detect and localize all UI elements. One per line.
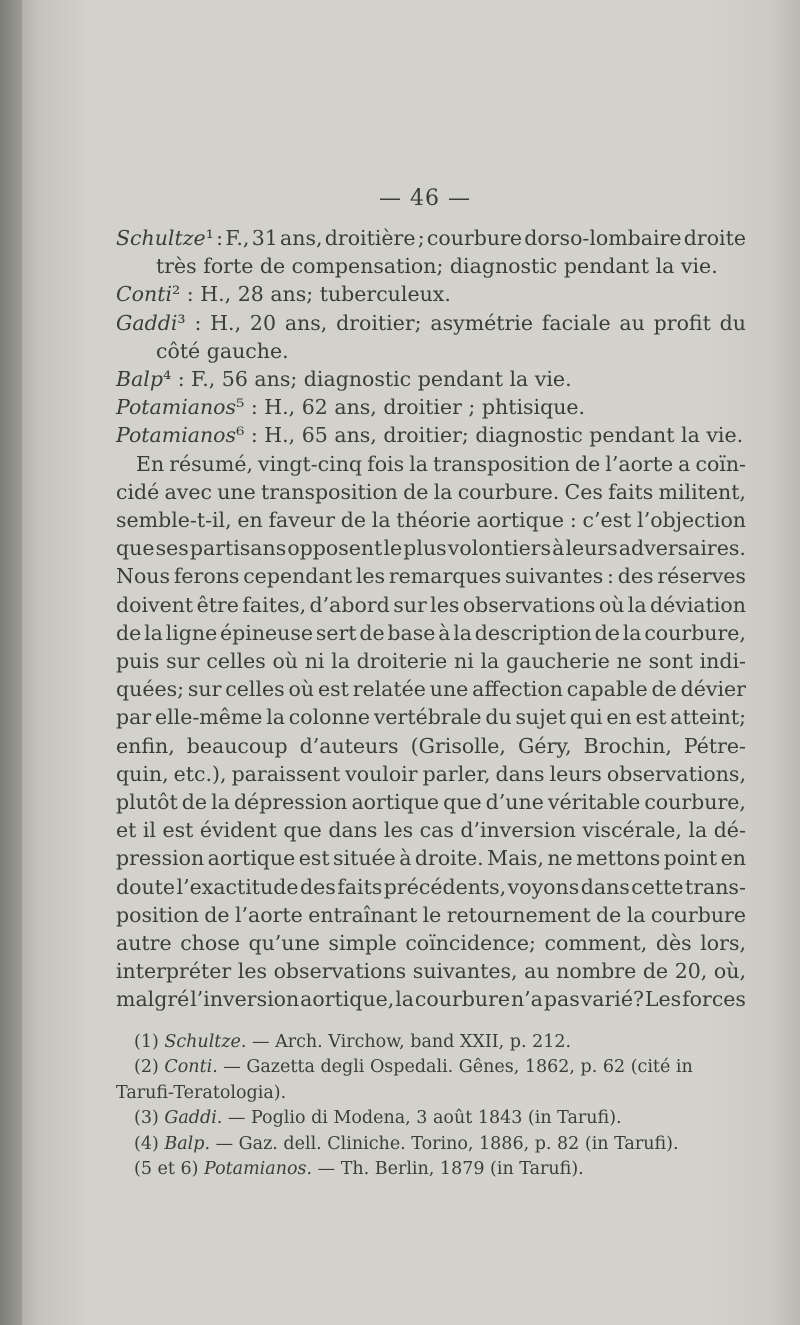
text-line: En résumé, vingt-cinq fois la transposition de l’aorte a coïn- (136, 451, 746, 476)
text-line: quées; sur celles où est relatée une affection capable de dévier (116, 677, 746, 702)
text-line: Balp⁴ : F., 56 ans; diagnostic pendant la vie. (116, 367, 572, 392)
text-line: position de l’aorte entraînant le retournement de la courbure (116, 902, 746, 927)
footnote-text: — Arch. Virchow, band XXII, p. 212. (246, 1032, 572, 1052)
footnote-author: Balp. (164, 1133, 211, 1154)
footnote-number: (3) (134, 1108, 159, 1129)
text-line: puis sur celles où ni la droiterie ni la gaucherie ne sont indi- (116, 649, 746, 674)
footnote-text: Tarufi-Teratologia). (116, 1082, 287, 1103)
text-line: plutôt de la dépression aortique que d’une véritable courbure, (116, 790, 746, 815)
footnote-line (116, 1055, 746, 1080)
text-line: côté gauche. (156, 338, 289, 363)
footnote-author: Schultze. (164, 1032, 247, 1052)
text-line: pression aortique est située à droite. Mais, ne mettons point en (116, 846, 746, 871)
text-line: doute l’exactitude des faits précédents, voyons dans cette trans- (116, 874, 746, 899)
footnote-number: (2) (134, 1057, 159, 1078)
text-line: très forte de compensation; diagnostic pendant la vie. (156, 254, 718, 279)
text-line: semble-t-il, en faveur de la théorie aortique : c’est l’objection (116, 508, 746, 533)
footnote-text: — Th. Berlin, 1879 (in Tarufi). (312, 1159, 584, 1180)
footnotes (116, 1030, 746, 1182)
text-line: Potamianos⁵ : H., 62 ans, droitier ; phtisique. (116, 395, 586, 420)
footnote-text: — Gazetta degli Ospedali. Gênes, 1862, p. 62 (cité in (217, 1057, 693, 1078)
footnote-line (116, 1157, 746, 1182)
footnote-text: — Gaz. dell. Cliniche. Torino, 1886, p. 82 (in Tarufi). (210, 1133, 679, 1154)
text-line: quin, etc.), paraissent vouloir parler, dans leurs observations, (116, 761, 746, 786)
footnote-line (116, 1132, 746, 1157)
text-line: autre chose qu’une simple coïncidence; comment, dès lors, (116, 931, 746, 956)
text-line: interpréter les observations suivantes, au nombre de 20, où, (116, 959, 746, 984)
footnote-author: Gaddi. (164, 1108, 223, 1129)
page-number: — 46 — (379, 186, 471, 211)
footnote-author: Conti. (164, 1057, 218, 1078)
footnote-number: (1) (134, 1032, 159, 1052)
footnote-author: Potamianos. (204, 1159, 313, 1180)
text-line: doivent être faites, d’abord sur les observations où la déviation (116, 592, 746, 617)
footnote-number: (4) (134, 1133, 159, 1154)
text-line: enfin, beaucoup d’auteurs (Grisolle, Géry, Brochin, Pétre- (116, 733, 746, 758)
footnote-line (116, 1030, 746, 1055)
footnote-number: (5 et 6) (134, 1159, 199, 1180)
text-line: Nous ferons cependant les remarques suivantes : des réserves (116, 564, 746, 589)
text-line: Gaddi³ : H., 20 ans, droitier; asymétrie faciale au profit du (116, 310, 746, 335)
text-line: par elle-même la colonne vertébrale du sujet qui en est atteint; (116, 705, 746, 730)
text-line: Schultze¹ : F., 31 ans, droitière ; courbure dorso-lombaire droite (116, 226, 746, 250)
text-line: Potamianos⁶ : H., 65 ans, droitier; diagnostic pendant la vie. (116, 423, 744, 448)
text-line: cidé avec une transposition de la courbure. Ces faits militent, (116, 479, 746, 504)
body-text (116, 224, 746, 1014)
footnote-text: — Poglio di Modena, 3 août 1843 (in Tarufi). (222, 1108, 622, 1129)
footnote-line (116, 1106, 746, 1131)
text-line: et il est évident que dans les cas d’inversion viscérale, la dé- (116, 818, 746, 843)
text-line: que ses partisans opposent le plus volontiers à leurs adversaires. (116, 536, 746, 561)
text-line: malgré l’inversion aortique, la courbure n’a pas varié? Les forces (116, 987, 746, 1012)
text-line: Conti² : H., 28 ans; tuberculeux. (116, 282, 451, 307)
text-line: de la ligne épineuse sert de base à la description de la courbure, (116, 620, 746, 645)
footnote-line (116, 1081, 746, 1106)
